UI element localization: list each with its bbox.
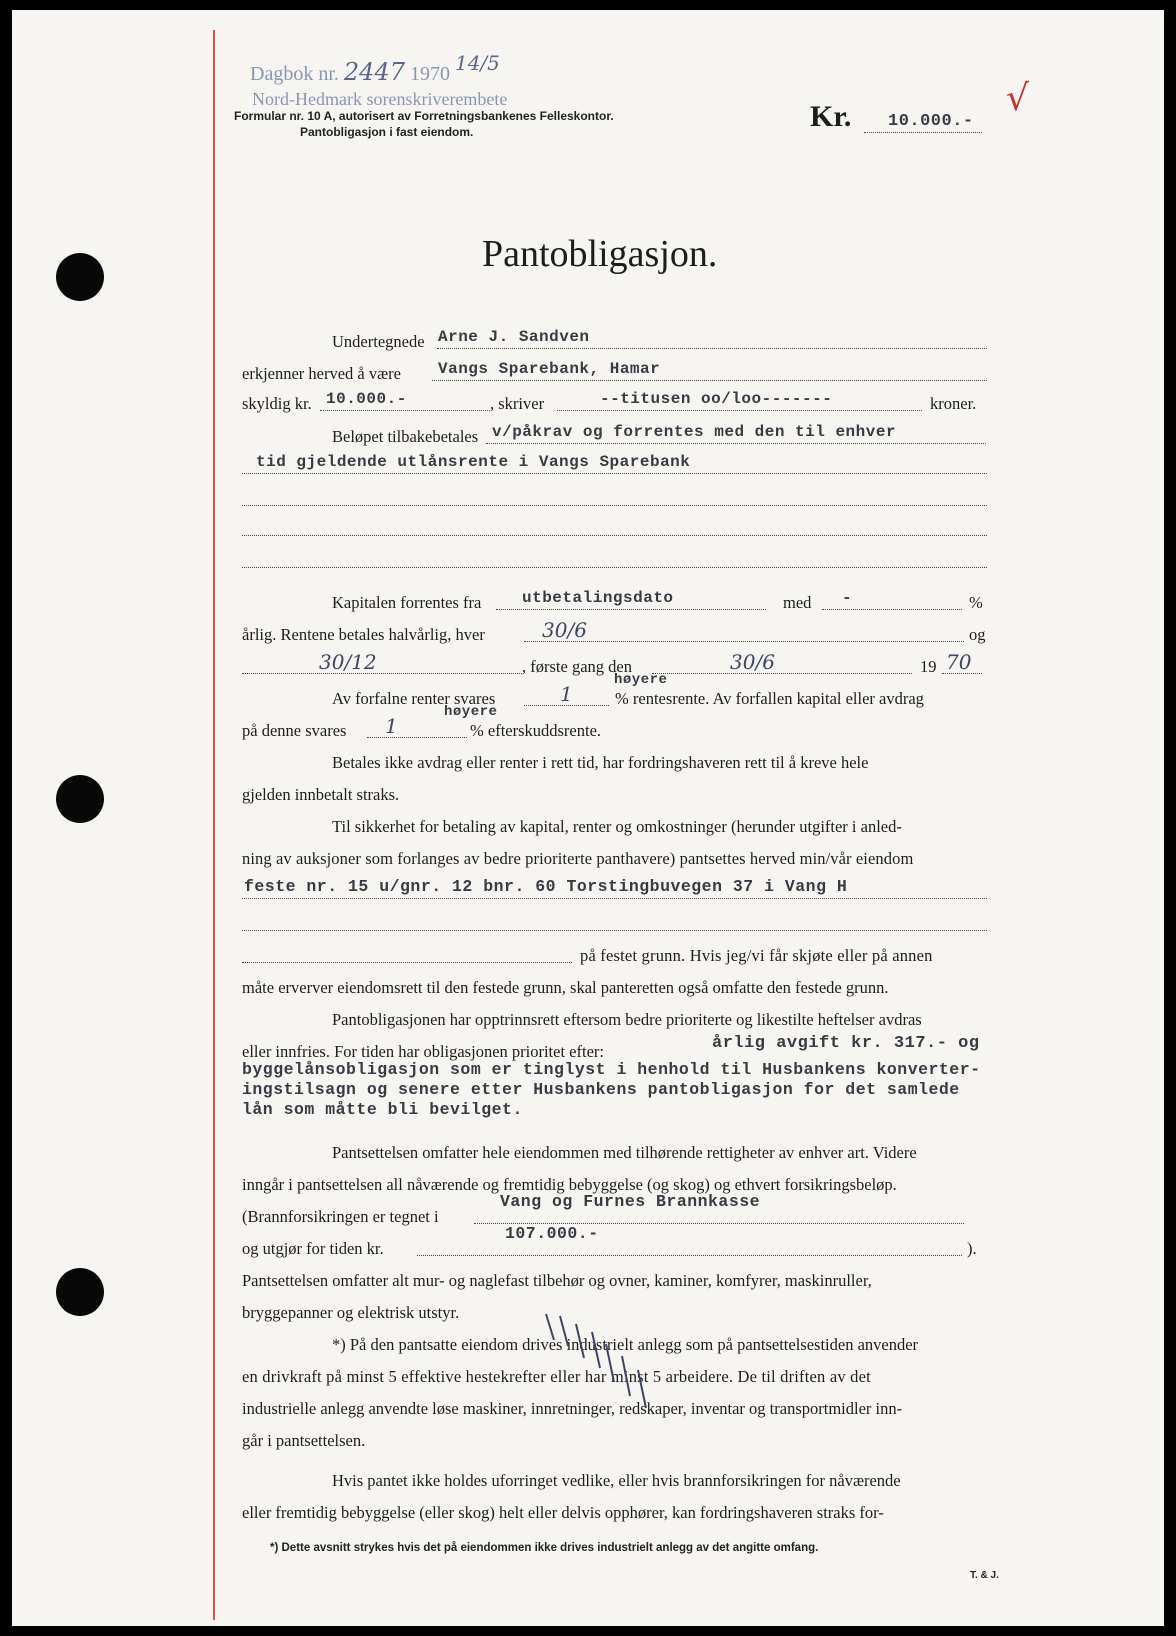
hver-value: 30/6 [542,618,587,642]
paragraph-line: Pantsettelsen omfatter alt mur- og naglefast tilbehør og ovner, kaminer, komfyrer, maskinruller, [242,1271,872,1290]
paragraph-line: inngår i pantsettelsen all nåværende og fremtidig bebyggelse (og skog) og ethvert forsikringsbeløp. [242,1175,897,1194]
brann-value: Vang og Furnes Brannkasse [500,1192,761,1211]
efterskudd-text: % efterskuddsrente. [470,721,602,740]
erkjenner-value: Vangs Sparebank, Hamar [438,360,661,378]
paragraph-line: eller innfries. For tiden har obligasjonen prioritet efter: [242,1042,604,1061]
skriver-value: --titusen oo/loo------- [600,390,833,408]
year-prefix: 19 [920,657,937,676]
hoyere-efterskudd: høyere [444,704,498,720]
kapitalen-label: Kapitalen forrentes fra [332,593,482,612]
prioritet-value: ingstilsagn og senere etter Husbankens pantobligasjon for det samlede [242,1080,960,1099]
dagbok-number: 2447 [343,58,405,86]
paragraph-line: på festet grunn. Hvis jeg/vi får skjøte eller på annen [580,946,933,965]
document-page [12,10,1164,1626]
check-mark: √ [1006,78,1029,119]
paragraph-line: eller fremtidig bebyggelse (eller skog) helt eller delvis opphører, kan fordringshaveren straks for- [242,1503,884,1522]
skyldig-value: 10.000.- [326,390,407,408]
kapitalen-value: utbetalingsdato [522,589,674,607]
dagbok-date: 14/5 [454,51,500,75]
eiendom-value: feste nr. 15 u/gnr. 12 bnr. 60 Torstingbuvegen 37 i Vang H [244,877,848,896]
page-title: Pantobligasjon. [482,233,718,275]
paragraph-line: *) På den pantsatte eiendom drives industrielt anlegg som på pantsettelsestiden anvender [332,1335,919,1354]
paragraph-line: en drivkraft på minst 5 effektive hestekrefter eller har minst 5 arbeidere. De til driften av det [242,1367,871,1386]
paragraph-line: Til sikkerhet for betaling av kapital, renter og omkostninger (herunder utgifter i anled- [332,817,902,836]
paragraph-line: Pantobligasjonen har opptrinnsrett eftersom bedre prioriterte og likestilte heftelser avdras [332,1010,922,1029]
punch-hole [56,253,104,301]
paragraph-line: bryggepanner og elektrisk utstyr. [242,1303,460,1322]
skyldig-label: skyldig kr. [242,394,312,413]
red-margin-line [213,30,215,1620]
form-line-1: Formular nr. 10 A, autorisert av Forretningsbankenes Felleskontor. [234,109,614,123]
paragraph-line: gjelden innbetalt straks. [242,785,400,804]
arlig-label: årlig. Rentene betales halvårlig, hver [242,625,485,644]
belopet-label: Beløpet tilbakebetales [332,427,479,446]
prioritet-value: lån som måtte bli bevilget. [242,1100,523,1119]
dagbok-year: 1970 [409,63,450,85]
form-line-2: Pantobligasjon i fast eiendom. [300,125,474,139]
paragraph-line: industrielle anlegg anvendte løse maskiner, innretninger, redskaper, inventar og transportmidler inn- [242,1399,903,1418]
skriver-label: , skriver [490,394,545,413]
utgjor-value: 107.000.- [505,1224,599,1243]
prioritet-value: byggelånsobligasjon som er tinglyst i henhold til Husbankens konverter- [242,1060,981,1079]
second-date-value: 30/12 [319,650,377,674]
dagbok-stamp [250,51,500,86]
paragraph-line: Hvis pantet ikke holdes uforringet vedlike, eller hvis brannforsikringen for nåværende [332,1471,901,1490]
paragraph-line: går i pantsettelsen. [242,1431,366,1450]
kroner-label: kroner. [930,394,977,413]
handwritten-strike-marks [542,1310,662,1420]
pa-denne-value: 1 [385,714,398,738]
erkjenner-label: erkjenner herved å være [242,364,401,383]
paragraph-line: ning av auksjoner som forlanges av bedre prioriterte panthavere) pantsettes herved min/vår eiendom [242,849,914,868]
paragraph-line: måte erverver eiendomsrett til den festede grunn, skal panteretten også omfatte den festede grunn. [242,978,889,997]
belopet-value-1: v/påkrav og forrentes med den til enhver [492,423,897,441]
med-value: - [842,589,853,607]
year-suffix: 70 [946,650,972,674]
forfalne-value: 1 [560,682,573,706]
dagbok-label: Dagbok nr. [250,63,339,85]
undertegnede-label: Undertegnede [332,332,425,351]
kr-amount: 10.000.- [888,112,974,131]
belopet-value-2: tid gjeldende utlånsrente i Vangs Sparebank [256,453,691,471]
forste-gang-label: , første gang den [522,657,632,676]
prioritet-value: årlig avgift kr. 317.- og [712,1034,980,1053]
footnote: *) Dette avsnitt strykes hvis det på eiendommen ikke drives industrielt anlegg av det angitte omfang. [270,1542,819,1554]
office-stamp: Nord-Hedmark sorenskriverembete [252,89,508,109]
undertegnede-value: Arne J. Sandven [438,328,590,346]
med-label: med [783,593,812,612]
forste-gang-value: 30/6 [730,650,775,674]
paragraph-line: Betales ikke avdrag eller renter i rett tid, har fordringshaveren rett til å kreve hele [332,753,869,772]
utgjor-end: ). [967,1239,977,1258]
rentesrente-text: % rentesrente. Av forfallen kapital eller avdrag [615,689,924,708]
punch-hole [56,775,104,823]
utgjor-label: og utgjør for tiden kr. [242,1239,384,1258]
percent-sign: % [969,593,983,612]
punch-hole [56,1268,104,1316]
og-label: og [969,625,986,644]
hoyere-rentesrente: høyere [614,672,668,688]
paragraph-line: Pantsettelsen omfatter hele eiendommen med tilhørende rettigheter av enhver art. Videre [332,1143,917,1162]
printer-mark: T. & J. [970,1570,999,1581]
brann-label: (Brannforsikringen er tegnet i [242,1207,439,1226]
pa-denne-label: på denne svares [242,721,347,740]
forfalne-label: Av forfalne renter svares [332,689,496,708]
kr-label: Kr. [810,100,852,133]
